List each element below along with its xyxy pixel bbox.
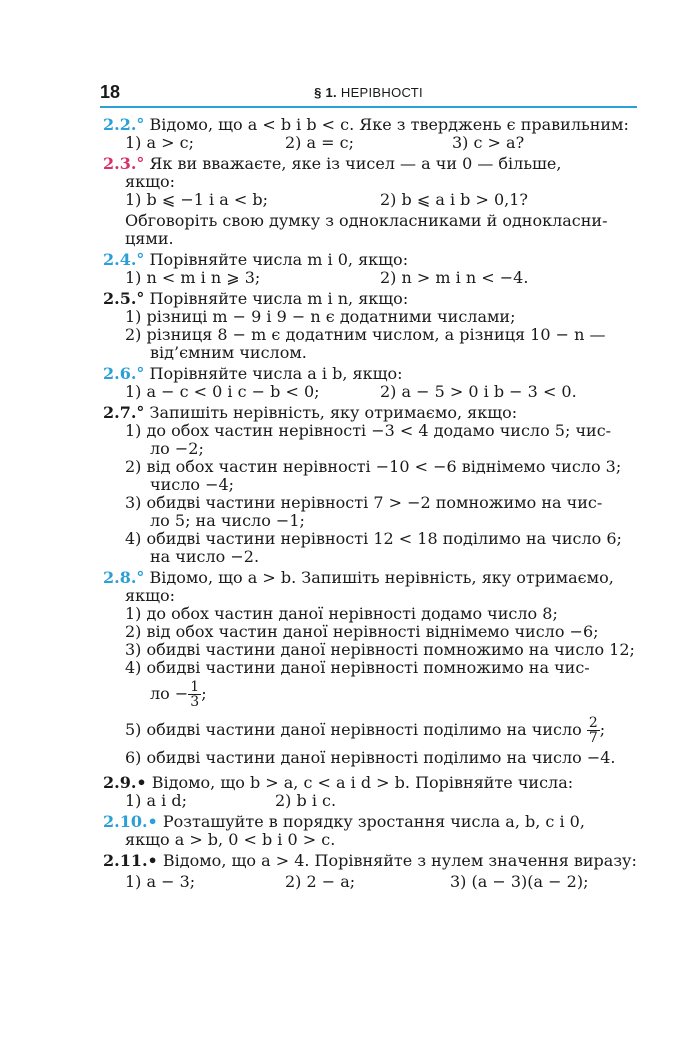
option: 2) b ⩽ a і b > 0,1? [380, 190, 528, 209]
problem-2-7 [103, 404, 637, 566]
problem-2-2 [103, 116, 637, 152]
item: 3) обидві частини нерівності 7 > −2 помножимо на чис- [125, 493, 603, 512]
option: 3) c > a? [452, 133, 525, 152]
problem-2-11 [103, 852, 637, 891]
fraction: $\frac{1}{3}$ [190, 679, 200, 710]
item-continued: ло − $\frac{1}{3}$ ; [150, 679, 207, 710]
item: 2) від обох частин даної нерівності віднімемо число −6; [125, 622, 599, 641]
problem-text: якщо: [125, 586, 175, 605]
section-mark: § 1. [314, 85, 337, 100]
problem-number: 2.11.• [103, 851, 158, 870]
item-continued: від’ємним числом. [150, 343, 307, 362]
problem-2-10 [103, 813, 637, 849]
item: 3) обидві частини даної нерівності помножимо на число 12; [125, 640, 635, 659]
problem-text: Порівняйте числа m і n, якщо: [149, 289, 409, 308]
problem-text: Відомо, що a > 4. Порівняйте з нулем значення виразу: [162, 851, 637, 870]
problem-text: Запишіть нерівність, яку отримаємо, якщо: [149, 403, 518, 422]
option: 2) a = c; [285, 133, 354, 152]
option: 1) n < m і n ⩾ 3; [125, 268, 261, 287]
item: 2) від обох частин нерівності −10 < −6 віднімемо число 3; [125, 457, 622, 476]
item: 4) обидві частини нерівності 12 < 18 поділимо на число 6; [125, 529, 622, 548]
problem-2-6 [103, 365, 637, 401]
item: 5) обидві частини даної нерівності поділимо на число $\frac{2}{7}$ ; [125, 715, 606, 746]
problem-2-4 [103, 251, 637, 287]
problem-2-9 [103, 774, 637, 810]
problem-text: якщо: [125, 172, 175, 191]
problem-number: 2.3.° [103, 154, 145, 173]
problem-text: Відомо, що a > b. Запишіть нерівність, яку отримаємо, [149, 568, 614, 587]
problem-number: 2.7.° [103, 403, 145, 422]
section-title [100, 85, 637, 100]
option: 2) b і c. [275, 791, 337, 810]
problem-list [103, 116, 637, 894]
item: 1) до обох частин даної нерівності додамо число 8; [125, 604, 558, 623]
option: 1) a − 3; [125, 872, 196, 891]
problem-2-5 [103, 290, 637, 362]
item-continued: на число −2. [150, 547, 260, 566]
problem-text: Порівняйте числа a і b, якщо: [149, 364, 403, 383]
discussion-text: Обговоріть свою думку з однокласниками й однокласни- [125, 211, 608, 230]
problem-number: 2.10.• [103, 812, 158, 831]
problem-number: 2.8.° [103, 568, 145, 587]
problem-2-3 [103, 155, 637, 248]
item-continued: ло 5; на число −1; [150, 511, 305, 530]
page-header [100, 82, 637, 106]
option: 1) a > c; [125, 133, 194, 152]
option: 2) a − 5 > 0 і b − 3 < 0. [380, 382, 577, 401]
item: 2) різниця 8 − m є додатним числом, а різниця 10 − n — [125, 325, 606, 344]
problem-number: 2.5.° [103, 289, 145, 308]
fraction: $\frac{2}{7}$ [588, 715, 598, 746]
problem-text: Відомо, що b > a, c < a і d > b. Порівняйте числа: [151, 773, 574, 792]
section-name: НЕРІВНОСТІ [340, 85, 423, 100]
item-continued: ло −2; [150, 439, 204, 458]
item: 1) різниці m − 9 і 9 − n є додатними числами; [125, 307, 516, 326]
item-continued: число −4; [150, 475, 235, 494]
problem-text: Розташуйте в порядку зростання числа a, b, c і 0, [162, 812, 585, 831]
option: 3) (a − 3)(a − 2); [450, 872, 589, 891]
item: 6) обидві частини даної нерівності поділимо на число −4. [125, 748, 616, 767]
option: 1) b ⩽ −1 і a < b; [125, 190, 268, 209]
option: 1) a і d; [125, 791, 187, 810]
page-number: 18 [100, 82, 121, 102]
header-rule [100, 106, 637, 108]
item: 1) до обох частин нерівності −3 < 4 додамо число 5; чис- [125, 421, 612, 440]
problem-number: 2.9.• [103, 773, 147, 792]
option: 2) n > m і n < −4. [380, 268, 529, 287]
problem-text: Відомо, що a < b і b < c. Яке з тверджень є правильним: [149, 115, 629, 134]
problem-number: 2.6.° [103, 364, 145, 383]
option: 1) a − c < 0 і c − b < 0; [125, 382, 320, 401]
problem-number: 2.4.° [103, 250, 145, 269]
problem-2-8 [103, 569, 637, 767]
problem-text: Порівняйте числа m і 0, якщо: [149, 250, 409, 269]
problem-text: Як ви вважаєте, яке із чисел — a чи 0 — більше, [149, 154, 562, 173]
item: 4) обидві частини даної нерівності помножимо на чис- [125, 658, 590, 677]
problem-text: якщо a > b, 0 < b і 0 > c. [125, 830, 336, 849]
discussion-text: цями. [125, 229, 174, 248]
problem-number: 2.2.° [103, 115, 145, 134]
option: 2) 2 − a; [285, 872, 356, 891]
